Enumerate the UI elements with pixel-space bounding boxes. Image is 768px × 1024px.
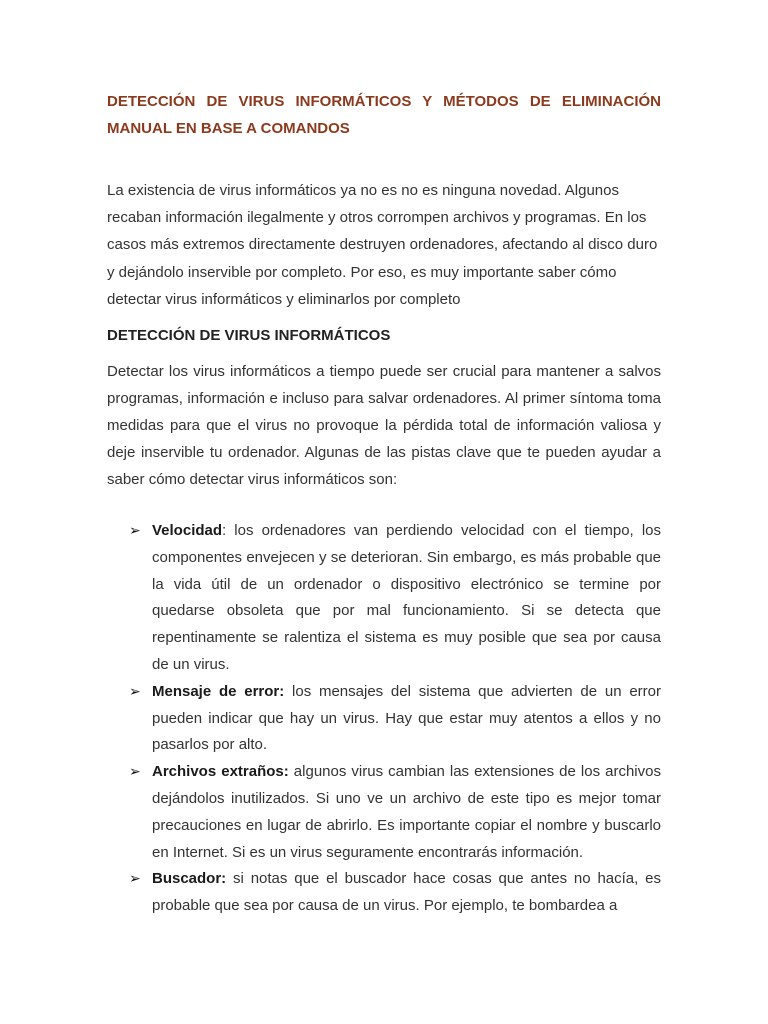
bullet-text: : los ordenadores van perdiendo velocidad con el tiempo, los componentes envejecen y se deterioran. Sin embargo, es más probable que la vida útil de un ordenador o dispositivo electrónico se termine por quedarse obsoleta que por mal funcionamiento. Si se detecta que repentinamente se ralentiza el sistema es muy posible que sea por causa de un virus. bbox=[152, 522, 661, 673]
bullet-text: los mensajes del sistema que advierten de un error pueden indicar que hay un virus. Hay que estar muy atentos a ellos y no pasarlos por alto. bbox=[152, 682, 661, 754]
list-item-mensaje-de-error bbox=[107, 679, 661, 759]
bullet-term: Mensaje de error: bbox=[152, 682, 285, 700]
bullet-term: Archivos extraños: bbox=[152, 763, 289, 781]
arrowhead-bullet-icon: ➢ bbox=[129, 764, 141, 781]
section-heading: DETECCIÓN DE VIRUS INFORMÁTICOS bbox=[107, 327, 391, 344]
bullet-text: si notas que el buscador hace cosas que antes no hacía, es probable que sea por causa de un virus. Por ejemplo, te bombardea a bbox=[152, 870, 661, 915]
arrowhead-bullet-icon: ➢ bbox=[129, 683, 141, 700]
arrowhead-bullet-icon: ➢ bbox=[129, 871, 141, 888]
list-item-archivos-extranos bbox=[107, 759, 661, 866]
list-item-buscador bbox=[107, 866, 661, 920]
section-paragraph: Detectar los virus informáticos a tiempo puede ser crucial para mantener a salvos programas, información e incluso para salvar ordenadores. Al primer síntoma toma medidas para que el virus no provoque la pérdida total de información valiosa y deje inservible tu ordenador. Algunas de las pistas clave que te pueden ayudar a saber cómo detectar virus informáticos son: bbox=[107, 363, 661, 488]
bullet-term: Buscador: bbox=[152, 870, 227, 888]
bullet-term: Velocidad bbox=[152, 522, 223, 539]
arrowhead-bullet-icon: ➢ bbox=[129, 523, 141, 539]
list-item-velocidad bbox=[107, 518, 661, 679]
bullet-text: algunos virus cambian las extensiones de los archivos dejándolos inutilizados. Si uno ve un archivo de este tipo es mejor tomar precauciones en lugar de abrirlo. Es importante copiar el nombre y buscarlo en Internet. Si es un virus seguramente encontrarás información. bbox=[152, 763, 661, 861]
intro-paragraph: La existencia de virus informáticos ya no es no es ninguna novedad. Algunos recaban información ilegalmente y otros corrompen archivos y programas. En los casos más extremos directamente destruyen ordenadores, afectando al disco duro y dejándolo inservible por completo. Por eso, es muy importante saber cómo detectar virus informáticos y eliminarlos por completo bbox=[107, 182, 658, 308]
symptom-list bbox=[107, 518, 661, 920]
document-title: DETECCIÓN DE VIRUS INFORMÁTICOS Y MÉTODOS DE ELIMINACIÓN MANUAL EN BASE A COMANDOS bbox=[107, 93, 661, 137]
